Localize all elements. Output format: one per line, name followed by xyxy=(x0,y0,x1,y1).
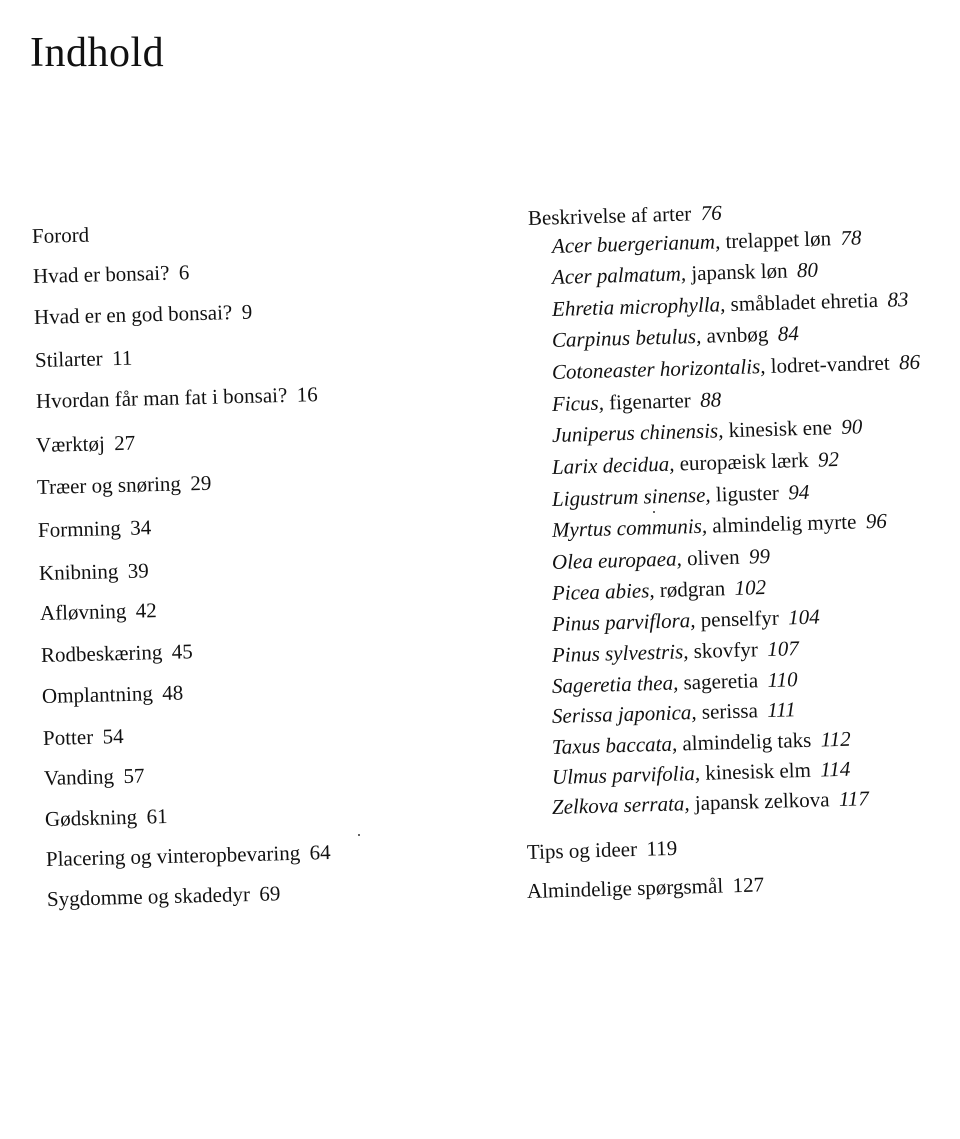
entry-page: 92 xyxy=(817,446,840,472)
entry-page: 29 xyxy=(189,470,212,496)
species-latin: Cotoneaster horizontalis, xyxy=(551,354,766,384)
species-latin: Acer palmatum, xyxy=(551,261,687,289)
toc-entry xyxy=(45,806,168,830)
toc-entry xyxy=(34,345,133,372)
species-entry xyxy=(551,257,819,289)
entry-page: 94 xyxy=(787,479,810,505)
species-latin: Pinus sylvestris, xyxy=(551,639,689,667)
entry-page: 57 xyxy=(123,763,145,789)
species-latin: Ehretia microphylla, xyxy=(551,292,726,321)
entry-page: 99 xyxy=(748,543,771,569)
entry-label: Formning xyxy=(37,515,122,542)
entry-page: 112 xyxy=(820,726,851,752)
entry-page: 88 xyxy=(699,387,722,412)
species-latin: Acer buergerianum, xyxy=(551,229,721,258)
entry-page: 84 xyxy=(777,321,800,346)
species-latin: Serissa japonica, xyxy=(551,699,697,728)
species-entry xyxy=(552,788,869,818)
toc-entry xyxy=(39,560,149,584)
species-latin: Ligustrum sinense, xyxy=(551,482,711,511)
entry-page: 107 xyxy=(766,636,800,661)
entry-page: 34 xyxy=(129,515,152,540)
toc-entry xyxy=(43,726,124,749)
species-latin: Picea abies, xyxy=(551,578,655,605)
entry-label: Hvordan får man fat i bonsai? xyxy=(35,382,288,413)
entry-label: Afløvning xyxy=(39,598,127,625)
entry-page: 54 xyxy=(102,724,124,749)
entry-page: 61 xyxy=(146,804,168,829)
species-entry xyxy=(552,323,799,351)
species-common: rødgran xyxy=(659,576,726,602)
entry-label: Tips og ideer xyxy=(526,836,638,864)
entry-label: Gødskning xyxy=(44,804,138,831)
species-entry xyxy=(551,756,851,789)
species-entry xyxy=(551,726,851,759)
entry-label: Hvad er en god bonsai? xyxy=(33,300,233,329)
species-entry xyxy=(551,508,888,542)
page-title: Indhold xyxy=(30,30,165,76)
entry-page: 90 xyxy=(840,414,863,439)
entry-label: Beskrivelse af arter xyxy=(527,201,692,230)
species-common: lodret-vandret xyxy=(770,350,890,378)
species-entry xyxy=(552,389,722,415)
entry-page: 78 xyxy=(840,225,862,250)
species-latin: Myrtus communis, xyxy=(551,513,708,542)
entry-page: 64 xyxy=(309,840,331,865)
toc-entry xyxy=(35,430,136,457)
entry-page: 48 xyxy=(161,680,184,706)
entry-label: Hvad er bonsai? xyxy=(32,260,170,288)
species-entry xyxy=(551,446,840,479)
entry-page: 83 xyxy=(887,287,909,312)
entry-label: Potter xyxy=(42,724,94,750)
toc-entry xyxy=(43,763,145,790)
species-entry xyxy=(552,577,767,604)
entry-page: 45 xyxy=(171,639,194,664)
entry-page: 11 xyxy=(111,345,133,371)
species-common: sageretia xyxy=(683,668,759,695)
entry-page: 86 xyxy=(898,349,921,375)
species-entry xyxy=(552,289,909,320)
entry-label: Almindelige spørgsmål xyxy=(526,873,724,903)
toc-entry xyxy=(527,874,765,902)
species-entry xyxy=(552,699,796,727)
species-latin: Carpinus betulus, xyxy=(551,323,702,352)
species-entry xyxy=(551,479,810,511)
toc-entry xyxy=(36,470,212,499)
entry-page: 110 xyxy=(767,667,798,692)
entry-label: Omplantning xyxy=(41,681,154,708)
entry-label: Sygdomme og skadedyr xyxy=(46,882,251,911)
toc-entry xyxy=(41,680,184,708)
species-common: småbladet ehretia xyxy=(730,287,879,317)
species-entry xyxy=(552,669,798,697)
entry-label: Træer og snøring xyxy=(36,471,182,499)
entry-page: 42 xyxy=(135,598,158,623)
species-common: figenarter xyxy=(608,388,692,415)
entry-page: 96 xyxy=(865,508,888,534)
entry-page: 119 xyxy=(646,835,678,861)
toc-entry xyxy=(38,517,152,541)
entry-page: 104 xyxy=(787,604,821,630)
species-common: avnbøg xyxy=(706,321,769,348)
species-latin: Ficus, xyxy=(551,390,605,416)
species-entry xyxy=(552,416,863,446)
species-common: trelappet løn xyxy=(725,226,832,254)
toc-entry xyxy=(36,384,318,412)
entry-page: 9 xyxy=(241,299,253,324)
species-common: japansk løn xyxy=(691,258,788,286)
species-common: kinesisk elm xyxy=(705,757,812,785)
entry-label: Rodbeskæring xyxy=(40,640,163,667)
entry-label: Vanding xyxy=(43,764,115,790)
species-entry xyxy=(552,638,799,666)
species-common: liguster xyxy=(715,480,780,507)
species-latin: Larix decidua, xyxy=(551,451,675,479)
print-speck xyxy=(358,834,360,836)
entry-label: Værktøj xyxy=(35,431,106,457)
species-common: penselfyr xyxy=(700,605,780,632)
entry-page: 6 xyxy=(178,260,190,285)
toc-entry xyxy=(33,299,253,329)
entry-page: 117 xyxy=(838,786,870,811)
species-common: kinesisk ene xyxy=(728,415,833,443)
entry-label: Placering og vinteropbevaring xyxy=(45,840,301,871)
species-latin: Taxus baccata, xyxy=(551,731,678,759)
entry-page: 111 xyxy=(766,697,796,722)
print-speck xyxy=(653,511,655,513)
toc-entry xyxy=(31,222,90,248)
entry-page: 80 xyxy=(796,257,819,283)
toc-entry xyxy=(47,883,281,910)
entry-page: 69 xyxy=(259,881,281,906)
entry-page: 114 xyxy=(819,756,851,782)
toc-entry xyxy=(41,641,193,666)
species-common: skovfyr xyxy=(693,637,759,664)
species-entry xyxy=(551,604,821,636)
toc-entry xyxy=(40,600,157,624)
species-latin: Pinus parviflora, xyxy=(551,607,696,636)
entry-page: 16 xyxy=(296,382,318,407)
species-common: almindelig myrte xyxy=(711,509,857,538)
species-latin: Sageretia thea, xyxy=(551,670,679,698)
species-common: japansk zelkova xyxy=(694,787,830,816)
entry-label: Knibning xyxy=(38,559,119,585)
species-common: almindelig taks xyxy=(682,727,812,756)
species-latin: Ulmus parvifolia, xyxy=(551,760,701,789)
entry-page: 76 xyxy=(700,200,722,226)
toc-entry xyxy=(33,262,190,287)
species-latin: Olea europaea, xyxy=(551,546,683,574)
species-entry xyxy=(552,227,862,257)
entry-page: 39 xyxy=(127,558,150,583)
toc-entry xyxy=(526,835,678,864)
species-entry xyxy=(551,349,921,384)
entry-label: Stilarter xyxy=(34,346,103,372)
entry-page: 127 xyxy=(732,872,765,898)
toc-entry xyxy=(46,842,331,870)
toc-section-entry xyxy=(527,200,722,230)
species-common: serissa xyxy=(701,698,759,724)
entry-label: Forord xyxy=(31,222,90,248)
species-latin: Zelkova serrata, xyxy=(551,791,690,819)
entry-page: 102 xyxy=(734,575,767,600)
species-common: oliven xyxy=(686,544,740,571)
species-latin: Juniperus chinensis, xyxy=(551,418,724,447)
entry-page: 27 xyxy=(113,430,136,456)
species-common: europæisk lærk xyxy=(679,447,809,476)
species-entry xyxy=(551,543,771,574)
